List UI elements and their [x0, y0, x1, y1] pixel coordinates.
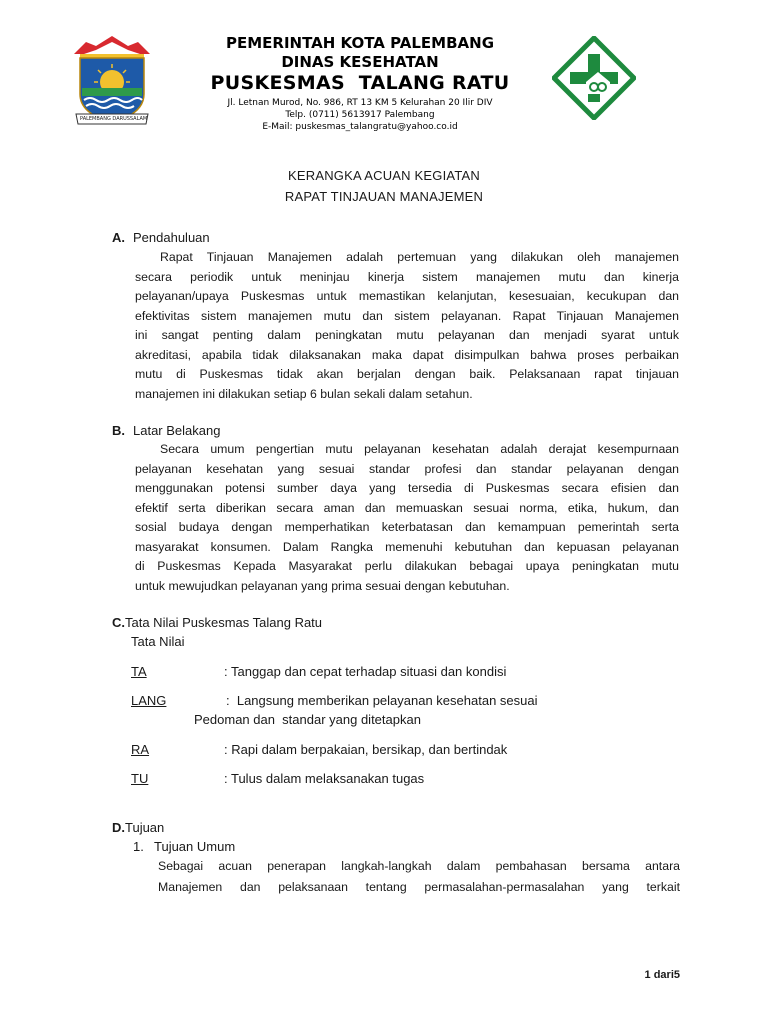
section-b-line: untuk mewujudkan pelayanan yang prima sesuai dengan kebutuhan.: [135, 578, 510, 593]
section-a-heading: Pendahuluan: [133, 230, 210, 245]
section-d-header: [112, 820, 164, 835]
section-a-line: manajemen ini dilakukan setiap 6 bulan sekali dalam setahun.: [135, 386, 473, 401]
value-code-ta: TA: [131, 664, 147, 679]
section-d-letter: D.: [112, 820, 125, 835]
letterhead-institution: PUSKESMAS TALANG RATU: [210, 72, 510, 94]
document-subtitle: RAPAT TINJAUAN MANAJEMEN: [284, 189, 484, 204]
section-b-line: masyarakat konsumen. Dalam Rangka memenuhi kebutuhan dan kepuasan pelayanan: [135, 539, 679, 554]
section-b-line: menggunakan potensi sumber daya yang tersedia di Puskesmas secara efisien dan: [135, 481, 679, 495]
city-crest-logo: [66, 32, 158, 128]
value-desc-ra: : Rapi dalam berpakaian, bersikap, dan bertindak: [224, 742, 508, 757]
section-b-line: efektif serta diberikan secara aman dan memuaskan sesuai norma, etika, hukum, dan: [135, 500, 679, 515]
section-d-line: Manajemen dan pelaksanaan tentang permasalahan-permasalahan yang terkait: [158, 880, 680, 894]
section-b-line: Secara umum pengertian mutu pelayanan kesehatan adalah derajat kesempurnaan: [160, 442, 679, 456]
value-code-ra: RA: [131, 742, 150, 757]
section-b-line: di Puskesmas Kepada Masyarakat perlu dilakukan bebagai upaya peningkatan mutu: [135, 559, 679, 573]
section-a-letter: A.: [112, 230, 125, 245]
section-b-heading: Latar Belakang: [133, 423, 221, 438]
document-title: KERANGKA ACUAN KEGIATAN: [288, 168, 480, 183]
letterhead-department: DINAS KESEHATAN: [281, 53, 439, 71]
section-a-line: pelayanan/upaya Puskesmas untuk memastikan kelanjutan, kesesuaian, kecukupan dan: [135, 289, 679, 303]
section-c-sublabel: Tata Nilai: [131, 634, 185, 649]
section-a-body: [135, 248, 679, 404]
letterhead-address: Jl. Letnan Murod, No. 986, RT 13 KM 5 Kelurahan 20 Ilir DIV: [227, 98, 493, 108]
section-b-line: pelayanan kesehatan yang sesuai standar profesi dan standar pelayanan dengan: [135, 461, 679, 476]
value-code-lang: LANG: [131, 693, 167, 708]
section-b-body: [135, 440, 679, 596]
value-desc-tu: : Tulus dalam melaksanakan tugas: [224, 771, 425, 786]
letterhead-government: PEMERINTAH KOTA PALEMBANG: [225, 34, 494, 52]
crest-ribbon-text: PALEMBANG DARUSSALAM: [80, 116, 148, 122]
value-desc-lang: : Langsung memberikan pelayanan kesehatan sesuai: [226, 693, 538, 708]
puskesmas-logo: [552, 36, 636, 120]
section-d-heading: Tujuan: [125, 820, 165, 835]
section-d-body: [158, 856, 680, 898]
section-a-line: akreditasi, apabila tidak dilaksanakan maka dapat disimpulkan bahwa proses perbaikan: [135, 347, 679, 362]
section-d-item-title: Tujuan Umum: [154, 839, 236, 854]
section-a-line: secara periodik untuk meninjau kinerja sistem manajemen mutu dan kinerja: [135, 269, 679, 284]
value-desc-ta: : Tanggap dan cepat terhadap situasi dan kondisi: [224, 664, 507, 679]
section-b-line: sosial budaya dengan memperhatikan keterbatasan dan kemampuan pemerintah serta: [135, 520, 679, 534]
page-number: 1 dari5: [644, 969, 680, 981]
section-c-heading: Tata Nilai Puskesmas Talang Ratu: [125, 615, 323, 630]
section-c-header: [112, 615, 322, 630]
value-code-tu: TU: [131, 771, 149, 786]
value-desc-lang-cont: Pedoman dan standar yang ditetapkan: [194, 712, 421, 727]
section-d-item-number: 1.: [133, 839, 144, 854]
section-b-letter: B.: [112, 423, 125, 438]
section-d-line: Sebagai acuan penerapan langkah-langkah dalam pembahasan bersama antara: [158, 859, 680, 873]
letterhead-email: E-Mail: puskesmas_talangratu@yahoo.co.id: [262, 122, 458, 132]
section-a-line: Rapat Tinjauan Manajemen adalah pertemuan yang dilakukan oleh manajemen: [160, 250, 679, 264]
letterhead-phone: Telp. (0711) 5613917 Palembang: [285, 110, 435, 120]
section-a-line: ini sangat penting dalam peningkatan mutu pelayanan dan menjadi syarat untuk: [135, 328, 679, 342]
section-a-line: efektivitas sistem manajemen mutu dan sistem pelayanan. Rapat Tinjauan Manajemen: [135, 308, 679, 323]
section-a-line: mutu di Puskesmas tidak akan berjalan dengan baik. Pelaksanaan rapat tinjauan: [135, 367, 679, 381]
section-c-letter: C.: [112, 615, 125, 630]
